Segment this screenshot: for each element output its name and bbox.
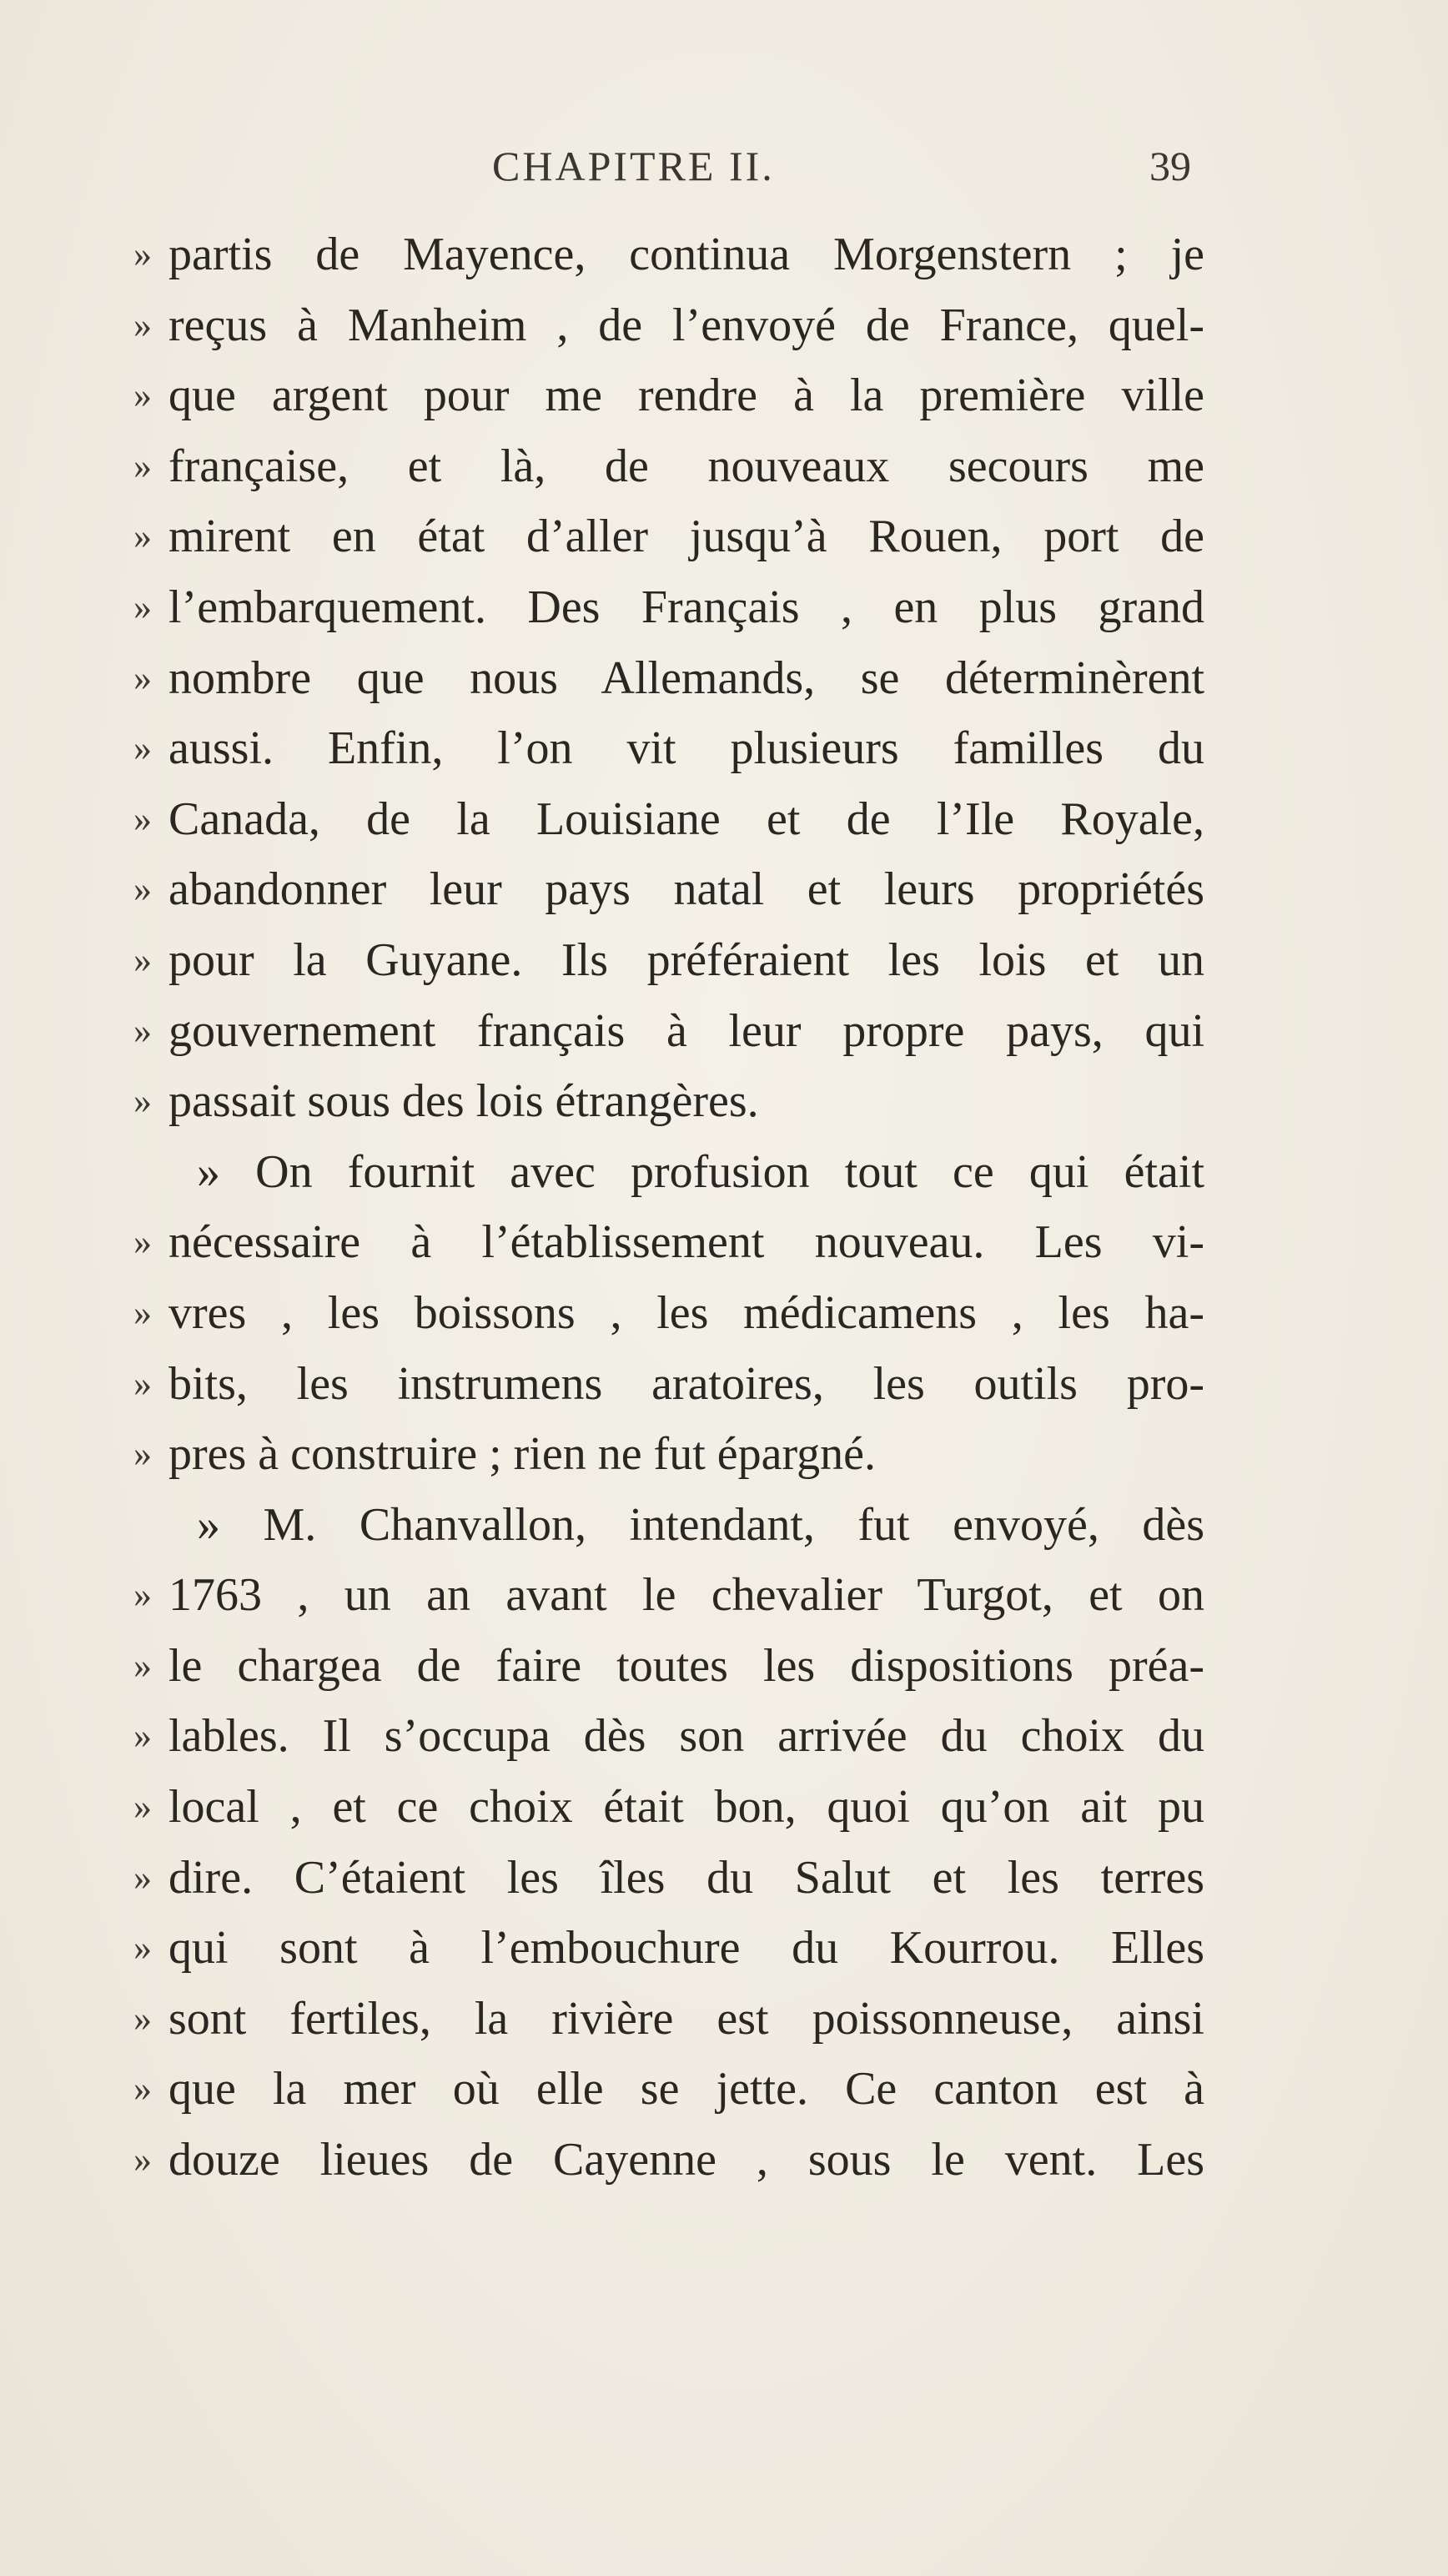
running-title: CHAPITRE II. [492,143,775,189]
quote-mark: » [133,1291,152,1333]
quote-mark: » [133,445,152,486]
line-text: dire. C’étaient les îles du Salut et les terres [168,1851,1204,1904]
text-line [0,1913,1448,1984]
text-line [0,643,1448,714]
line-text: local , et ce choix était bon, quoi qu’on ait pu [168,1781,1204,1834]
line-text: 1763 , un an avant le chevalier Turgot, et on [168,1569,1204,1622]
line-text: le chargea de faire toutes les dispositions préa- [168,1639,1204,1692]
text-line [0,431,1448,502]
quote-mark: » [133,1362,152,1404]
quote-mark: » [133,2068,152,2110]
text-line [0,854,1448,925]
quote-mark: » [133,1433,152,1475]
quote-mark: » [133,657,152,698]
text-line [0,1984,1448,2055]
line-text: partis de Mayence, continua Morgenstern ; je [168,229,1204,280]
text-line [0,219,1448,290]
text-line [0,501,1448,572]
text-line [0,1701,1448,1772]
text-line [0,572,1448,643]
text-line [0,784,1448,855]
line-text: reçus à Manheim , de l’envoyé de France, quel- [168,299,1204,351]
text-line [0,1349,1448,1420]
quote-mark: » [133,868,152,910]
line-text: pres à construire ; rien ne fut épargné. [168,1428,876,1481]
line-text: abandonner leur pays natal et leurs propriétés [168,863,1204,916]
quote-mark: » [133,1786,152,1828]
quote-mark: » [133,1221,152,1263]
quote-mark: » [133,938,152,980]
page-header [0,142,1448,200]
quote-mark: » [133,304,152,345]
quote-mark: » [133,1080,152,1122]
text-line [0,290,1448,361]
line-text: que la mer où elle se jette. Ce canton est à [168,2063,1204,2116]
text-line [0,1560,1448,1631]
text-line [0,1631,1448,1702]
text-line [0,2054,1448,2125]
quote-mark: » [133,516,152,557]
text-line [0,1066,1448,1137]
quote-mark: » [133,234,152,274]
line-text: pour la Guyane. Ils préféraient les lois et un [168,933,1204,986]
line-text: douze lieues de Cayenne , sous le vent. Les [168,2134,1204,2186]
quote-mark: » [133,1927,152,1969]
text-line [0,1843,1448,1914]
quote-mark: » [133,1856,152,1898]
line-text: » M. Chanvallon, intendant, fut envoyé, dès [197,1498,1204,1551]
line-text: qui sont à l’embouchure du Kourrou. Elles [168,1922,1204,1975]
quote-mark: » [133,586,152,627]
line-text: passait sous des lois étrangères. [168,1075,759,1128]
text-line [0,925,1448,996]
line-text: sont fertiles, la rivière est poissonneuse, ainsi [168,1992,1204,2045]
line-text: nombre que nous Allemands, se déterminèrent [168,652,1204,704]
line-text: aussi. Enfin, l’on vit plusieurs familles du [168,722,1204,775]
line-text: Canada, de la Louisiane et de l’Ile Royale, [168,792,1204,845]
line-text: nécessaire à l’établissement nouveau. Les vi- [168,1216,1204,1269]
paragraph-first-line [0,1490,1448,1561]
text-line [0,1772,1448,1843]
line-text: mirent en état d’aller jusqu’à Rouen, port de [168,511,1204,563]
quote-mark: » [133,727,152,769]
text-line [0,1278,1448,1349]
quote-mark: » [133,1997,152,2039]
line-text: bits, les instrumens aratoires, les outils pro- [168,1357,1204,1410]
line-text: que argent pour me rendre à la première ville [168,370,1204,422]
line-text: lables. Il s’occupa dès son arrivée du choix du [168,1710,1204,1763]
line-text: gouvernement français à leur propre pays, qui [168,1004,1204,1057]
quote-mark: » [133,375,152,416]
line-text: l’embarquement. Des Français , en plus grand [168,581,1204,633]
quote-mark: » [133,797,152,839]
text-line [0,996,1448,1067]
body-text [0,219,1448,2196]
text-line [0,1207,1448,1278]
quote-mark: » [133,1715,152,1757]
paragraph-first-line [0,1137,1448,1208]
text-line [0,713,1448,784]
quote-mark: » [133,1574,152,1616]
quote-mark: » [133,1644,152,1686]
quote-mark: » [133,1009,152,1051]
line-text: française, et là, de nouveaux secours me [168,440,1204,492]
text-line [0,2125,1448,2196]
quote-mark: » [133,2139,152,2181]
line-text: vres , les boissons , les médicamens , les ha- [168,1286,1204,1339]
text-line [0,1419,1448,1490]
line-text: » On fournit avec profusion tout ce qui était [197,1145,1204,1198]
page-number: 39 [1149,143,1191,189]
text-line [0,360,1448,431]
